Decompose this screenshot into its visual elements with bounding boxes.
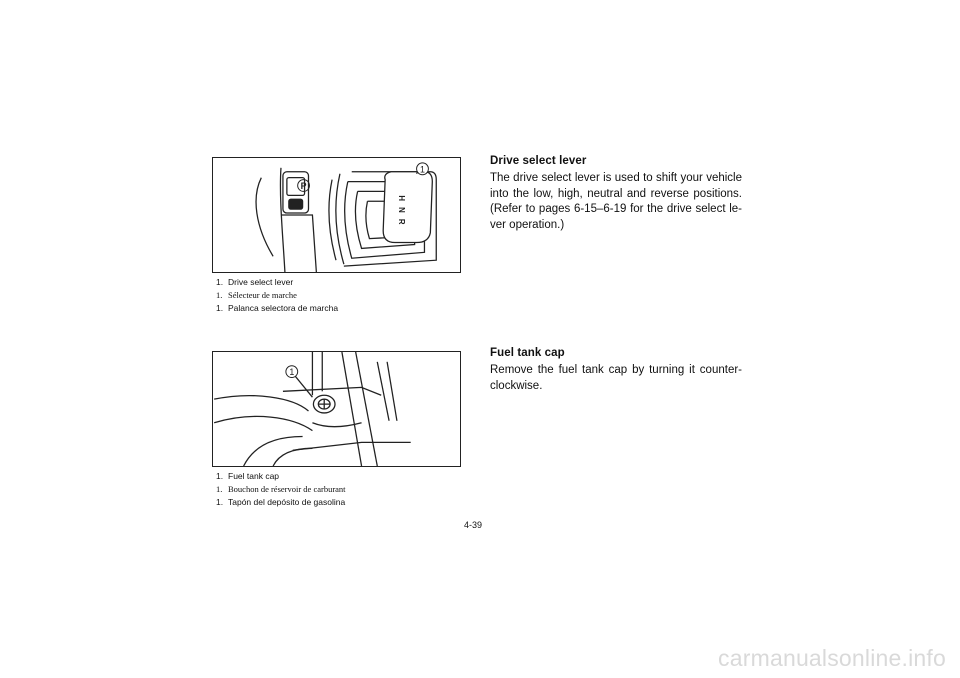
callout-number: 1 [420,164,425,175]
section-body: Remove the fuel tank cap by turning it counter-clockwise. [490,364,742,392]
fuel-tank-cap-section [490,347,742,394]
drive-select-lever-drawing [213,158,460,272]
section-heading: Drive select lever [490,155,587,167]
figure1-caption [216,276,476,315]
figure2-caption [216,470,476,509]
drive-select-lever-illustration [212,157,461,273]
caption-spanish: 1. Palanca selectora de marcha [216,303,339,313]
lever-marking-r: R [396,218,406,225]
p-button-label: P [300,180,307,191]
section-heading: Fuel tank cap [490,347,565,359]
drive-select-lever-section [490,155,742,233]
caption-english: 1. Fuel tank cap [216,471,280,481]
watermark: carmanualsonline.info [718,645,946,671]
lever-marking-h: H [396,195,406,202]
lever-marking-n: N [396,207,406,213]
caption-english: 1. Drive select lever [216,277,294,287]
fuel-tank-cap-illustration [212,351,461,467]
page-number: 4-39 [464,520,483,530]
section-body: The drive select lever is used to shift your vehicle into the low, high, neutral and reverse positions. (Refer to pages 6-15–6-19 for the drive select le-ver operation.) [490,172,742,231]
caption-french: 1. Sélecteur de marche [216,290,297,300]
callout-number: 1 [289,367,295,378]
caption-spanish: 1. Tapón del depósito de gasolina [216,497,346,507]
caption-french: 1. Bouchon de réservoir de carburant [216,484,346,494]
fuel-tank-cap-drawing [213,352,460,466]
